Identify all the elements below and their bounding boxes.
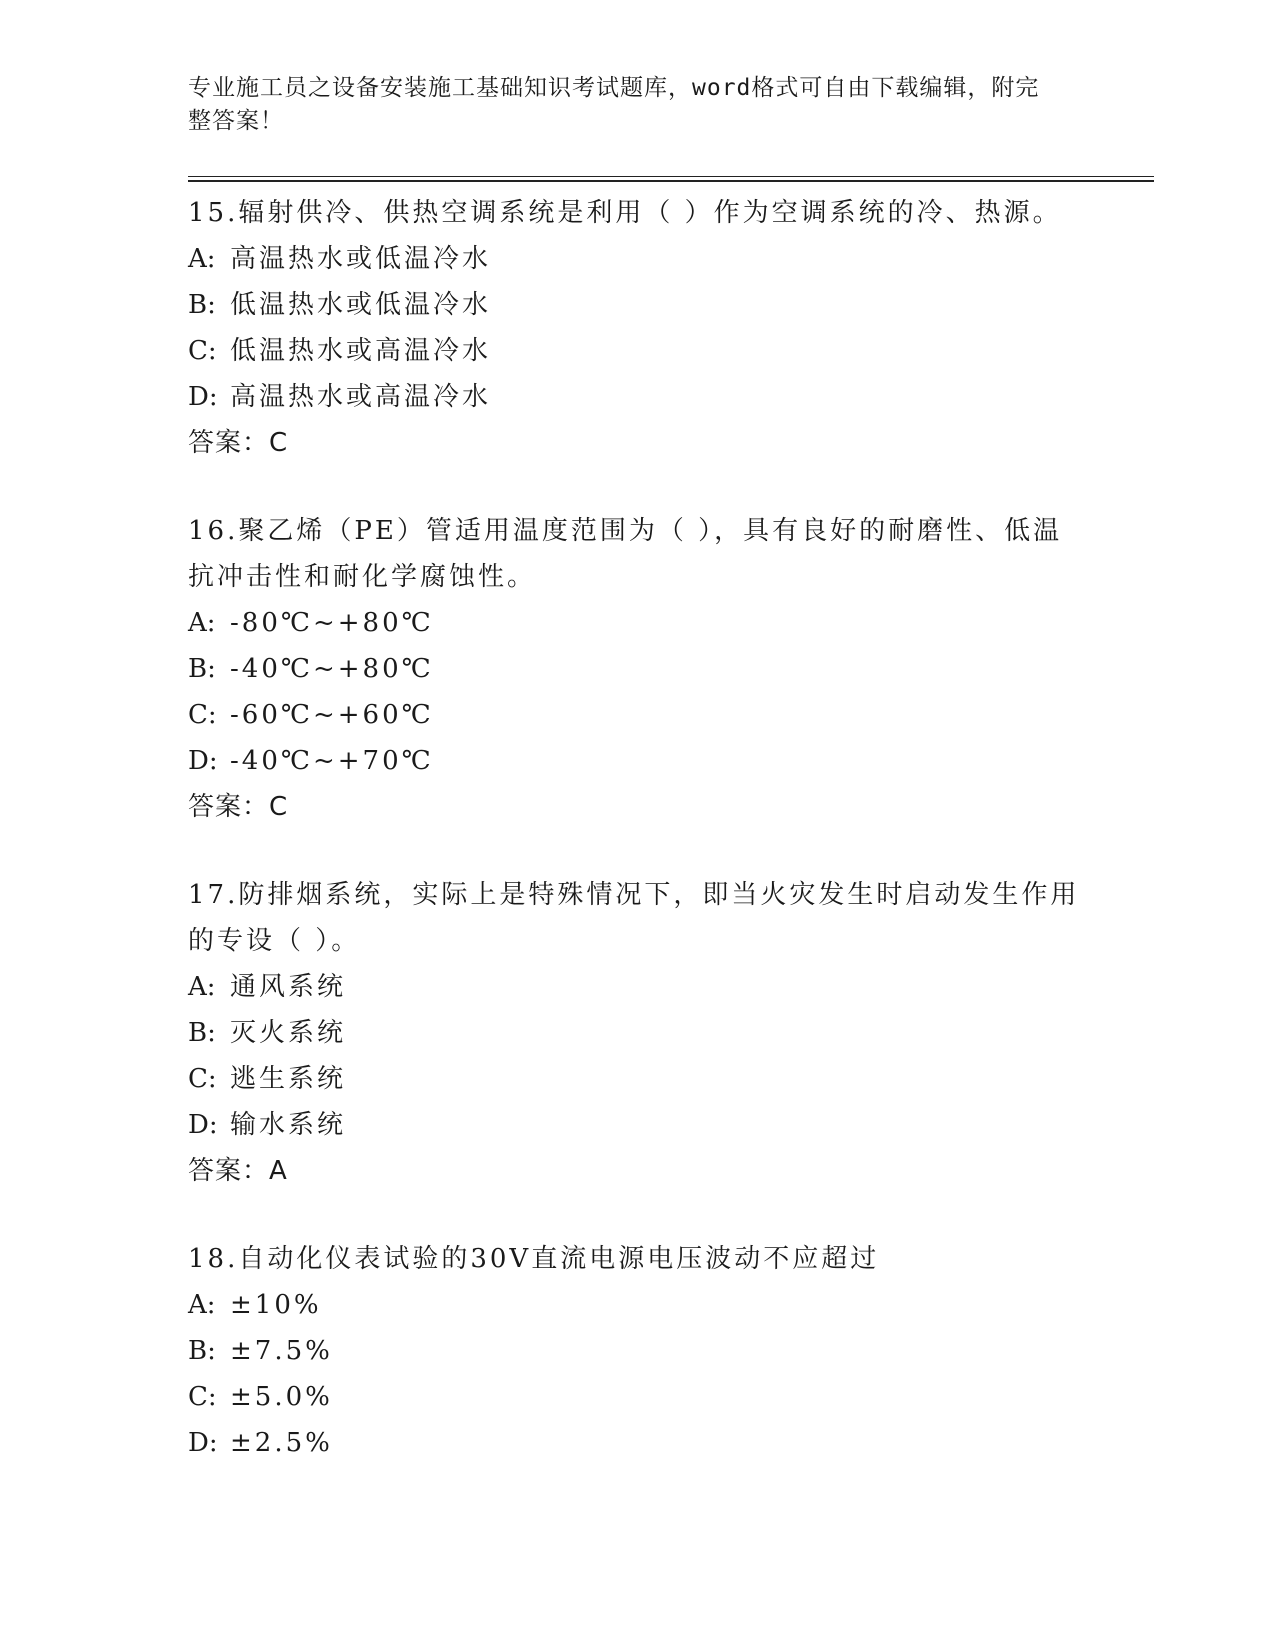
- option-a: [188, 600, 1088, 646]
- header-divider-thick: [188, 180, 1154, 182]
- option-letter: B:: [188, 1336, 216, 1366]
- option-text: 灭火系统: [230, 1018, 347, 1048]
- option-text: -40℃~+80℃: [230, 654, 434, 684]
- header-divider-thin: [188, 176, 1154, 177]
- option-letter: D:: [188, 746, 218, 776]
- option-a: [188, 236, 1088, 282]
- question-16: [188, 508, 1088, 830]
- question-stem-line-1: 16.聚乙烯（PE）管适用温度范围为（ ），具有良好的耐磨性、低温: [188, 516, 1063, 546]
- option-text: -80℃~+80℃: [230, 608, 434, 638]
- answer-line: 答案：C: [188, 428, 289, 458]
- option-a: [188, 1282, 1088, 1328]
- option-text: ±7.5%: [230, 1336, 333, 1366]
- option-letter: D:: [188, 382, 218, 412]
- option-text: 通风系统: [230, 972, 347, 1002]
- option-letter: C:: [188, 1064, 217, 1094]
- option-b: [188, 1010, 1088, 1056]
- option-letter: B:: [188, 654, 216, 684]
- question-stem-line-1: 17.防排烟系统，实际上是特殊情况下，即当火灾发生时启动发生作用: [188, 880, 1080, 910]
- option-text: -60℃~+60℃: [230, 700, 434, 730]
- option-text: 高温热水或高温冷水: [230, 382, 492, 412]
- question-stem: 15.辐射供冷、供热空调系统是利用（ ）作为空调系统的冷、热源。: [188, 198, 1062, 228]
- option-a: [188, 964, 1088, 1010]
- question-stem-line-2: 抗冲击性和耐化学腐蚀性。: [188, 562, 537, 592]
- option-letter: A:: [188, 244, 216, 274]
- option-b: [188, 646, 1088, 692]
- option-text: 低温热水或低温冷水: [230, 290, 492, 320]
- option-letter: A:: [188, 608, 216, 638]
- question-stem-line-2: 的专设（ ）。: [188, 926, 361, 956]
- option-letter: D:: [188, 1110, 218, 1140]
- option-c: [188, 328, 1088, 374]
- option-letter: D:: [188, 1428, 218, 1458]
- option-b: [188, 282, 1088, 328]
- answer-line: 答案：C: [188, 792, 289, 822]
- option-c: [188, 692, 1088, 738]
- option-letter: B:: [188, 1018, 216, 1048]
- option-text: 输水系统: [230, 1110, 347, 1140]
- option-c: [188, 1374, 1088, 1420]
- option-letter: C:: [188, 1382, 217, 1412]
- option-text: 低温热水或高温冷水: [230, 336, 492, 366]
- option-d: [188, 1102, 1088, 1148]
- option-b: [188, 1328, 1088, 1374]
- question-18: [188, 1236, 1088, 1466]
- option-letter: C:: [188, 336, 217, 366]
- question-15: [188, 190, 1088, 466]
- option-c: [188, 1056, 1088, 1102]
- option-d: [188, 738, 1088, 784]
- option-d: [188, 374, 1088, 420]
- option-letter: C:: [188, 700, 217, 730]
- document-header: [188, 72, 1068, 138]
- option-d: [188, 1420, 1088, 1466]
- option-letter: B:: [188, 290, 216, 320]
- option-text: 高温热水或低温冷水: [230, 244, 492, 274]
- option-text: -40℃~+70℃: [230, 746, 434, 776]
- option-text: 逃生系统: [230, 1064, 347, 1094]
- question-stem: 18.自动化仪表试验的30V直流电源电压波动不应超过: [188, 1244, 880, 1274]
- option-letter: A:: [188, 1290, 216, 1320]
- header-line-1: 专业施工员之设备安装施工基础知识考试题库，word格式可自由下载编辑，附完: [188, 75, 1040, 101]
- question-17: [188, 872, 1088, 1194]
- option-letter: A:: [188, 972, 216, 1002]
- header-line-2: 整答案！: [188, 108, 284, 134]
- option-text: ±10%: [230, 1290, 322, 1320]
- answer-line: 答案：A: [188, 1156, 288, 1186]
- option-text: ±5.0%: [230, 1382, 333, 1412]
- option-text: ±2.5%: [230, 1428, 333, 1458]
